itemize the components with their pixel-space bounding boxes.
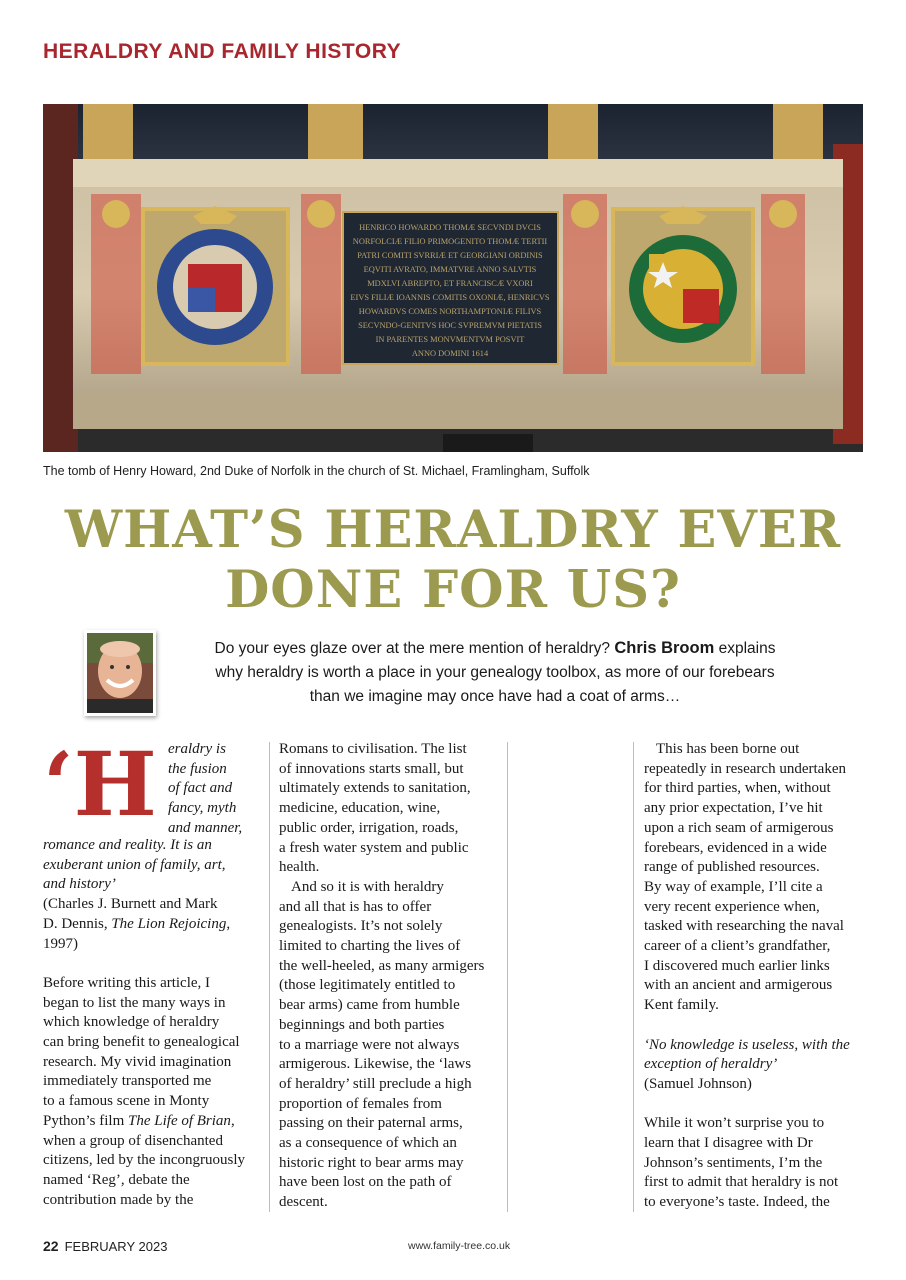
body-paragraph: While it won’t surprise you to learn that I disagree with Dr Johnson’s sentiments, I’m the first to admit that heraldry is not to everyone’s taste. Indeed, the xyxy=(644,1115,839,1211)
page-number: 22 xyxy=(43,1238,59,1254)
inscription-line: SECVNDO-GENITVS HOC SVPREMVM PIETATIS xyxy=(358,321,542,330)
inscription-line: PATRI COMITI SVRRIÆ ET GEORGIANI ORDINIS xyxy=(357,251,543,260)
quote-line: fancy, myth xyxy=(168,800,237,817)
page-footer xyxy=(43,1238,167,1254)
inscription-line: EIVS FILIÆ IOANNIS COMITIS OXONIÆ, HENRICVS xyxy=(350,293,550,302)
inscription-line: NORFOLCIÆ FILIO PRIMOGENITO THOMÆ TERTII xyxy=(352,237,548,246)
opening-quote xyxy=(43,836,263,895)
attribution-text: D. Dennis, xyxy=(43,915,112,932)
article-column-3 xyxy=(644,740,866,1212)
body-paragraph: Before writing this article, I began to list the many ways in which knowledge of heraldry can bring benefit to genealogical research. My vivid imagination immediately transported me to a famous scene in Monty Python’s film The Life of Brian, when a group of disenchanted citizens, led by the incongruously named ‘Reg’, debate the contribution made by the xyxy=(43,974,246,1208)
inscription-line: HENRICO HOWARDO THOMÆ SECVNDI DVCIS xyxy=(359,223,541,232)
column-rule xyxy=(507,742,508,1212)
attribution-text: , xyxy=(226,915,231,932)
site-url: www.family-tree.co.uk xyxy=(408,1240,511,1252)
body-paragraph: This has been borne out repeatedly in research undertaken for third parties, when, without any prior expectation, I’ve hit upon a rich seam of armigerous forebears, evidenced in a wide range of published resources. By way of example, I’ll cite a very recent experience when, tasked with researching the naval career of a client’s grandfather, I discovered much earlier links with an ancient and armigerous Kent family. xyxy=(644,741,846,1014)
quote-line: romance and reality. It is an xyxy=(43,837,212,853)
headline-line-2: DONE FOR US? xyxy=(225,560,681,620)
inscription-line: EQVITI AVRATO, IMMATVRE ANNO SALVTIS xyxy=(363,265,537,274)
column-rule xyxy=(633,742,634,1212)
tomb-photo xyxy=(43,104,863,452)
dropcap: ‘H xyxy=(43,732,157,836)
quote-attribution xyxy=(43,895,263,954)
body-paragraph: Romans to civilisation. The list of innovations starts small, but ultimately extends to sanitation, medicine, education, wine, public order, irrigation, roads, a fresh water system and public health. xyxy=(279,741,471,876)
quote-line: eraldry is xyxy=(168,741,226,757)
quote-attribution: (Samuel Johnson) xyxy=(644,1075,752,1092)
attribution-text: 1997) xyxy=(43,935,78,952)
issue-date: FEBRUARY 2023 xyxy=(64,1239,168,1254)
author-photo xyxy=(84,630,156,716)
quote-line: exuberant union of family, art, xyxy=(43,856,226,873)
article-column-1 xyxy=(43,732,263,1212)
dropcap-block xyxy=(43,732,263,836)
opening-quote-lead xyxy=(168,740,242,839)
inscription-line: ANNO DOMINI 1614 xyxy=(411,349,489,358)
section-heading: HERALDRY AND FAMILY HISTORY xyxy=(43,40,402,63)
standfirst xyxy=(170,636,820,709)
standfirst-text: than we imagine may once have had a coat of arms… xyxy=(309,688,681,705)
body-paragraph: And so it is with heraldry and all that is has to offer genealogists. It’s not solely limited to charting the lives of the well-heeled, as many armigers (those legitimately entitled to bear arms) came from humble beginnings and both parties to a marriage were not always armigerous. Likewise, the ‘laws of heraldry’ still preclude a high proportion of females from passing on their paternal arms, as a consequence of which an historic right to bear arms may have been lost on the path of descent. xyxy=(279,878,485,1211)
inscription-line: MDXLVI ABREPTO, ET FRANCISCÆ VXORI xyxy=(367,279,533,288)
film-title: The Life of Brian xyxy=(128,1112,231,1129)
quote-line: the fusion xyxy=(168,760,227,777)
book-title: The Lion Rejoicing xyxy=(111,915,227,932)
inscription-line: HOWARDVS COMES NORTHAMPTONIÆ FILIVS xyxy=(358,307,542,316)
author-name: Chris Broom xyxy=(614,639,715,657)
column-rule xyxy=(269,742,270,1212)
standfirst-text: explains xyxy=(718,640,776,657)
quote-line: and manner, xyxy=(168,819,243,836)
standfirst-text: Do your eyes glaze over at the mere mention of heraldry? xyxy=(214,640,611,657)
standfirst-text: why heraldry is worth a place in your genealogy toolbox, as more of our forebears xyxy=(215,664,775,681)
article-column-2 xyxy=(279,740,501,1212)
attribution-text: (Charles J. Burnett and Mark xyxy=(43,896,218,913)
photo-caption: The tomb of Henry Howard, 2nd Duke of Norfolk in the church of St. Michael, Framlingham, Suffolk xyxy=(43,464,590,478)
inscription-line: IN PARENTES MONVMENTVM POSVIT xyxy=(375,335,525,344)
quote-line: of fact and xyxy=(168,780,233,797)
headline xyxy=(30,500,876,620)
headline-line-1: WHAT’S HERALDRY EVER xyxy=(64,500,842,560)
johnson-quote: ‘No knowledge is useless, with the exception of heraldry’ xyxy=(644,1036,850,1073)
quote-line: and history’ xyxy=(43,876,116,893)
